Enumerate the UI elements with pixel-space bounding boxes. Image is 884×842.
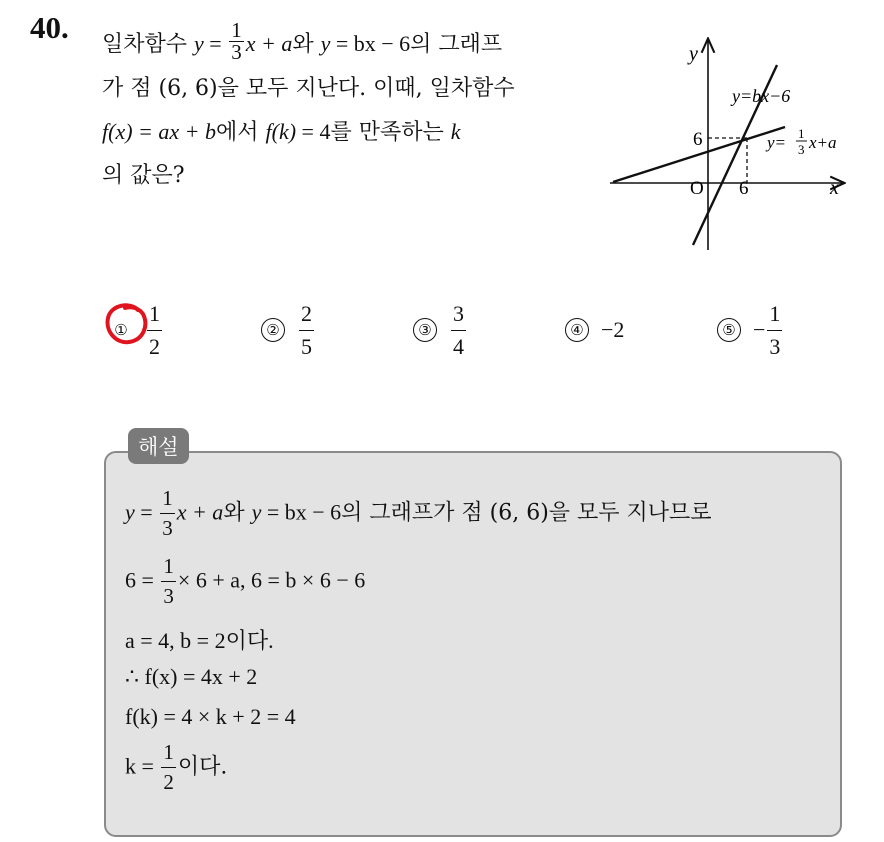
fraction: $\frac{1}{2}$ xyxy=(163,740,174,794)
choice-marker: ⑤ xyxy=(717,318,741,342)
question-line-1: 일차함수 y = $\frac{1}{3}$ x + a와 y = bx − 6의 그래프 xyxy=(102,17,503,64)
x-tick-label: 6 xyxy=(739,178,749,199)
fraction: $\frac{1}{3}$ xyxy=(162,486,173,540)
label-bx-minus-6: y=bx−6 xyxy=(732,86,791,106)
label-third-x-suffix: x+a xyxy=(809,133,837,152)
choice-value: $\frac{1}{2}$ xyxy=(149,300,160,359)
solution-line-1: y = $\frac{1}{3}$ x + a와 y = bx − 6의 그래프가 점 (6, 6)을 모두 지나므로 xyxy=(125,486,712,540)
solution-line-3: a = 4, b = 2이다. xyxy=(125,628,274,653)
answer-choices xyxy=(103,290,803,370)
choice-4[interactable] xyxy=(565,290,624,370)
solution-line-2: 6 = $\frac{1}{3}$ × 6 + a, 6 = b × 6 − 6 xyxy=(125,554,366,608)
choice-marker: ① xyxy=(114,321,128,339)
fraction: $\frac{1}{3}$ xyxy=(163,554,174,608)
choice-3[interactable] xyxy=(413,290,468,370)
choice-value: $\frac{2}{5}$ xyxy=(301,300,312,359)
question-number: 40. xyxy=(30,10,69,45)
question-line-4: 의 값은? xyxy=(102,162,185,188)
choice-value: $\frac{3}{4}$ xyxy=(453,300,464,359)
label-third-x-prefix: y= xyxy=(767,133,787,152)
label-third-num: 1 xyxy=(798,126,805,141)
choice-2[interactable] xyxy=(261,290,316,370)
label-third-den: 3 xyxy=(798,142,805,157)
coordinate-graph xyxy=(605,30,855,255)
choice-1[interactable] xyxy=(109,290,164,370)
solution-line-6: k = $\frac{1}{2}$ 이다. xyxy=(125,740,228,794)
y-axis-label: y xyxy=(689,43,698,65)
question-text xyxy=(102,17,592,197)
choice-marker: ④ xyxy=(565,318,589,342)
solution-line-4: ∴ f(x) = 4x + 2 xyxy=(125,664,258,689)
choice-marker: ③ xyxy=(413,318,437,342)
x-axis-label: x xyxy=(830,177,839,199)
choice-value: $\frac{1}{3}$ xyxy=(769,300,781,359)
solution-tag: 해설 xyxy=(128,428,189,464)
origin-label: O xyxy=(690,178,704,199)
fraction: $\frac{1}{3}$ xyxy=(231,17,242,64)
choice-5[interactable] xyxy=(717,290,784,370)
question-line-3: f(x) = ax + b에서 f(k) = 4를 만족하는 k xyxy=(102,118,461,145)
y-tick-label: 6 xyxy=(693,129,703,150)
solution-line-5: f(k) = 4 × k + 2 = 4 xyxy=(125,704,296,729)
choice-marker: ② xyxy=(261,318,285,342)
choice-sign: − xyxy=(753,317,766,342)
question-line-2: 가 점 (6, 6)을 모두 지난다. 이때, 일차함수 xyxy=(102,75,515,101)
choice-value: −2 xyxy=(601,317,625,342)
